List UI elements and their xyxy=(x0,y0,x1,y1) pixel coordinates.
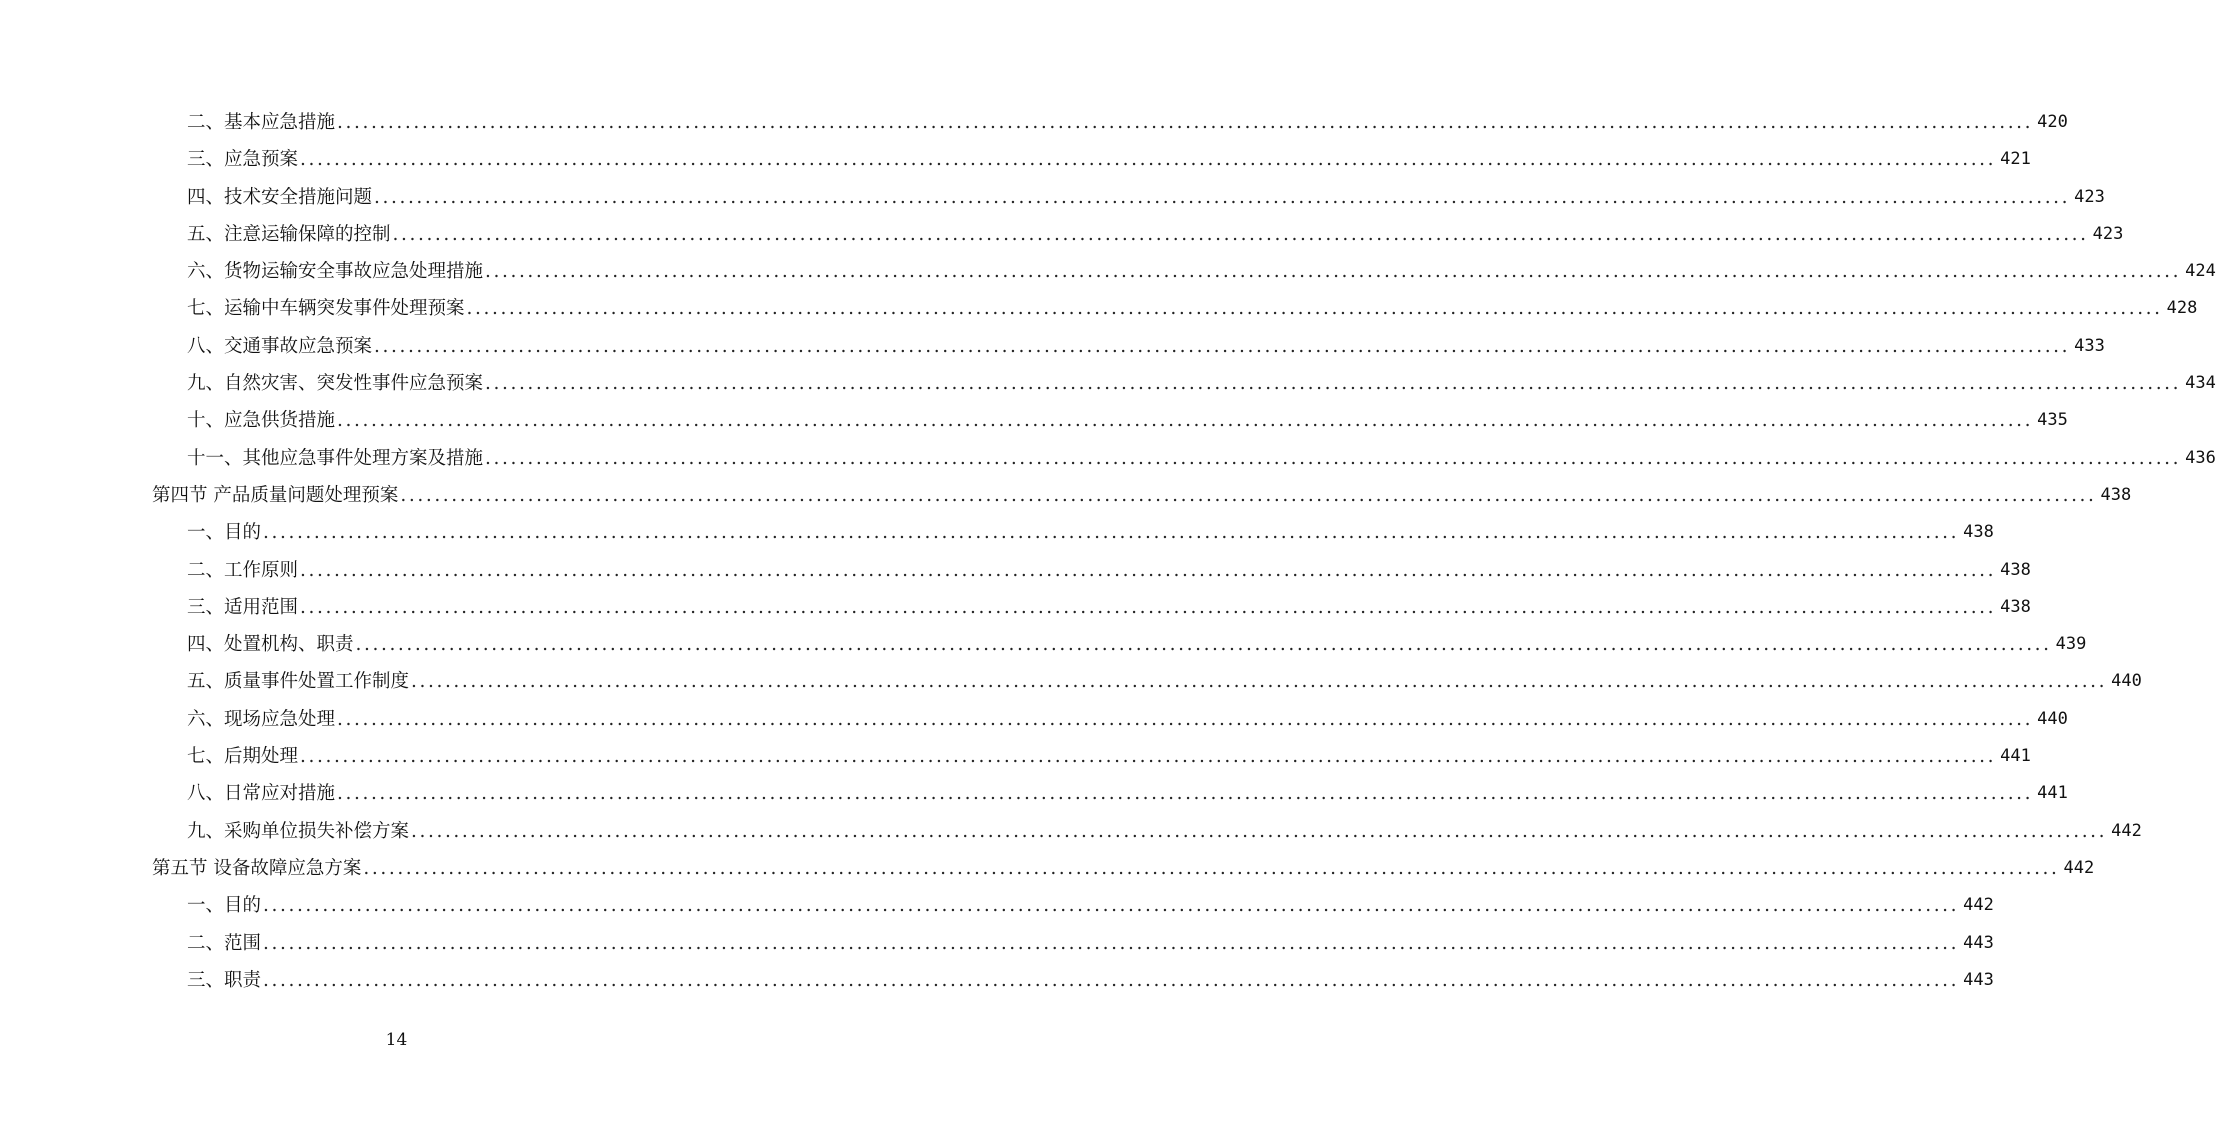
toc-entry-title: 九、采购单位损失补偿方案 xyxy=(187,820,410,842)
toc-dot-leader: ........................................................................................................................................................................................................ xyxy=(392,223,2089,245)
toc-dot-leader: ........................................................................................................................................................................................................ xyxy=(400,484,2097,506)
toc-subsection-entry[interactable] xyxy=(0,440,2216,477)
toc-entry-page: 442 xyxy=(2063,857,2095,878)
toc-entry-title: 一、目的 xyxy=(187,895,262,917)
toc-entry-title: 八、日常应对措施 xyxy=(187,783,336,805)
toc-dot-leader: ........................................................................................................................................................................................................ xyxy=(263,895,1960,917)
toc-dot-leader: ........................................................................................................................................................................................................ xyxy=(337,783,2034,805)
toc-dot-leader: ........................................................................................................................................................................................................ xyxy=(300,746,1997,768)
toc-entry-page: 434 xyxy=(2185,373,2216,394)
toc-entry-page: 436 xyxy=(2185,447,2216,468)
toc-entry-title: 十一、其他应急事件处理方案及措施 xyxy=(187,447,484,469)
toc-entry-title: 四、技术安全措施问题 xyxy=(187,186,373,208)
toc-subsection-entry[interactable] xyxy=(0,701,2068,738)
toc-entry-page: 428 xyxy=(2166,298,2198,319)
toc-entry-title: 四、处置机构、职责 xyxy=(187,634,354,656)
toc-dot-leader: ........................................................................................................................................................................................................ xyxy=(263,932,1960,954)
toc-dot-leader: ........................................................................................................................................................................................................ xyxy=(466,298,2163,320)
toc-entry-page: 438 xyxy=(2100,484,2132,505)
toc-entry-page: 439 xyxy=(2055,634,2087,655)
toc-subsection-entry[interactable] xyxy=(0,104,2068,141)
toc-subsection-entry[interactable] xyxy=(0,141,2031,178)
toc-dot-leader: ........................................................................................................................................................................................................ xyxy=(355,634,2052,656)
table-of-contents xyxy=(0,104,2216,999)
toc-subsection-entry[interactable] xyxy=(0,962,1994,999)
toc-entry-title: 七、运输中车辆突发事件处理预案 xyxy=(187,298,465,320)
toc-entry-page: 443 xyxy=(1963,969,1994,990)
toc-entry-title: 二、范围 xyxy=(187,932,262,954)
toc-dot-leader: ........................................................................................................................................................................................................ xyxy=(337,410,2034,432)
toc-entry-page: 442 xyxy=(2111,820,2142,841)
toc-subsection-entry[interactable] xyxy=(0,514,1994,551)
toc-dot-leader: ........................................................................................................................................................................................................ xyxy=(337,112,2034,133)
toc-entry-title: 七、后期处理 xyxy=(187,746,299,768)
toc-entry-title: 五、注意运输保障的控制 xyxy=(187,223,391,245)
toc-entry-title: 第四节 产品质量问题处理预案 xyxy=(152,484,399,506)
toc-entry-page: 442 xyxy=(1963,895,1994,916)
toc-subsection-entry[interactable] xyxy=(0,179,2105,216)
toc-subsection-entry[interactable] xyxy=(0,738,2031,775)
toc-entry-title: 三、应急预案 xyxy=(187,149,299,171)
toc-subsection-entry[interactable] xyxy=(0,813,2142,850)
toc-subsection-entry[interactable] xyxy=(0,253,2216,290)
toc-entry-page: 423 xyxy=(2092,223,2124,244)
toc-subsection-entry[interactable] xyxy=(0,887,1994,924)
toc-subsection-entry[interactable] xyxy=(0,589,2031,626)
toc-entry-page: 438 xyxy=(2000,596,2031,617)
toc-dot-leader: ........................................................................................................................................................................................................ xyxy=(485,373,2182,395)
toc-subsection-entry[interactable] xyxy=(0,775,2068,812)
page-number: 14 xyxy=(385,1030,408,1050)
toc-subsection-entry[interactable] xyxy=(0,663,2142,700)
toc-entry-title: 六、现场应急处理 xyxy=(187,708,336,730)
toc-dot-leader: ........................................................................................................................................................................................................ xyxy=(411,820,2108,842)
toc-entry-page: 420 xyxy=(2037,112,2068,132)
toc-dot-leader: ........................................................................................................................................................................................................ xyxy=(337,708,2034,730)
toc-dot-leader: ........................................................................................................................................................................................................ xyxy=(363,857,2060,879)
toc-section-entry[interactable] xyxy=(0,477,2132,514)
toc-entry-page: 438 xyxy=(1963,522,1994,543)
toc-entry-title: 二、工作原则 xyxy=(187,559,299,581)
toc-entry-page: 441 xyxy=(2037,783,2068,804)
toc-subsection-entry[interactable] xyxy=(0,216,2124,253)
toc-entry-title: 第五节 设备故障应急方案 xyxy=(152,857,362,879)
toc-dot-leader: ........................................................................................................................................................................................................ xyxy=(263,969,1960,991)
toc-dot-leader: ........................................................................................................................................................................................................ xyxy=(411,671,2108,693)
toc-subsection-entry[interactable] xyxy=(0,552,2031,589)
toc-dot-leader: ........................................................................................................................................................................................................ xyxy=(263,522,1960,544)
toc-dot-leader: ........................................................................................................................................................................................................ xyxy=(374,335,2071,357)
toc-subsection-entry[interactable] xyxy=(0,402,2068,439)
toc-entry-page: 435 xyxy=(2037,410,2068,431)
toc-entry-page: 443 xyxy=(1963,932,1994,953)
toc-section-entry[interactable] xyxy=(0,850,2095,887)
toc-subsection-entry[interactable] xyxy=(0,290,2198,327)
toc-entry-title: 五、质量事件处置工作制度 xyxy=(187,671,410,693)
toc-entry-title: 三、适用范围 xyxy=(187,596,299,618)
toc-entry-page: 421 xyxy=(2000,149,2031,170)
toc-entry-title: 九、自然灾害、突发性事件应急预案 xyxy=(187,373,484,395)
toc-dot-leader: ........................................................................................................................................................................................................ xyxy=(485,447,2182,469)
toc-entry-title: 二、基本应急措施 xyxy=(187,112,336,133)
toc-entry-page: 441 xyxy=(2000,746,2031,767)
toc-entry-page: 433 xyxy=(2074,335,2105,356)
toc-entry-page: 423 xyxy=(2074,186,2105,207)
toc-dot-leader: ........................................................................................................................................................................................................ xyxy=(374,186,2071,208)
toc-entry-title: 一、目的 xyxy=(187,522,262,544)
toc-entry-page: 440 xyxy=(2037,708,2068,729)
toc-entry-title: 三、职责 xyxy=(187,969,262,991)
toc-subsection-entry[interactable] xyxy=(0,365,2216,402)
toc-dot-leader: ........................................................................................................................................................................................................ xyxy=(485,261,2182,283)
toc-entry-title: 十、应急供货措施 xyxy=(187,410,336,432)
toc-dot-leader: ........................................................................................................................................................................................................ xyxy=(300,149,1997,171)
toc-entry-page: 440 xyxy=(2111,671,2142,692)
toc-subsection-entry[interactable] xyxy=(0,328,2105,365)
toc-subsection-entry[interactable] xyxy=(0,626,2087,663)
toc-dot-leader: ........................................................................................................................................................................................................ xyxy=(300,559,1997,581)
toc-subsection-entry[interactable] xyxy=(0,925,1994,962)
toc-entry-title: 六、货物运输安全事故应急处理措施 xyxy=(187,261,484,283)
toc-entry-title: 八、交通事故应急预案 xyxy=(187,335,373,357)
toc-dot-leader: ........................................................................................................................................................................................................ xyxy=(300,596,1997,618)
toc-entry-page: 424 xyxy=(2185,261,2216,282)
toc-entry-page: 438 xyxy=(2000,559,2031,580)
